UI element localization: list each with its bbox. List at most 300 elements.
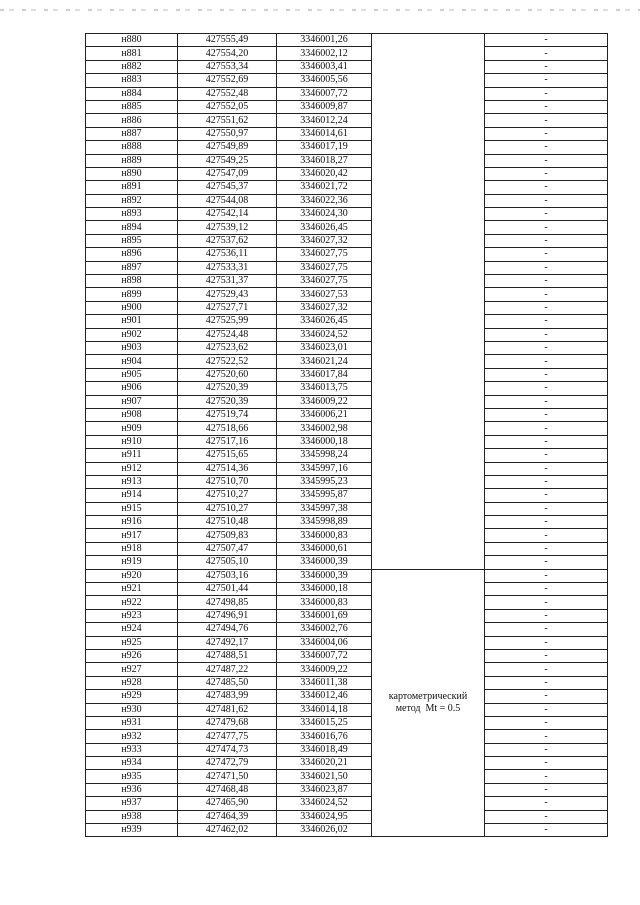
point-name-cell: н912: [86, 462, 178, 475]
table-row: [86, 556, 608, 569]
x-coordinate-cell: 427545,37: [178, 181, 277, 194]
y-coordinate-cell: 3346021,72: [277, 181, 372, 194]
table-row: [86, 435, 608, 448]
point-name-cell: н919: [86, 556, 178, 569]
y-coordinate-cell: 3345997,38: [277, 502, 372, 515]
dash-cell: -: [485, 301, 608, 314]
y-coordinate-cell: 3346027,75: [277, 261, 372, 274]
point-name-cell: н923: [86, 609, 178, 622]
y-coordinate-cell: 3346007,72: [277, 87, 372, 100]
table-row: [86, 234, 608, 247]
dash-cell: -: [485, 167, 608, 180]
x-coordinate-cell: 427550,97: [178, 127, 277, 140]
dash-cell: -: [485, 34, 608, 47]
y-coordinate-cell: 3346012,24: [277, 114, 372, 127]
x-coordinate-cell: 427514,36: [178, 462, 277, 475]
y-coordinate-cell: 3346013,75: [277, 382, 372, 395]
dash-cell: -: [485, 341, 608, 354]
point-name-cell: н886: [86, 114, 178, 127]
x-coordinate-cell: 427481,62: [178, 703, 277, 716]
dash-cell: -: [485, 208, 608, 221]
table-row: [86, 328, 608, 341]
x-coordinate-cell: 427464,39: [178, 810, 277, 823]
table-row: [86, 382, 608, 395]
method-line-2: метод Mt = 0.5: [395, 703, 461, 715]
dash-cell: -: [485, 449, 608, 462]
x-coordinate-cell: 427520,39: [178, 395, 277, 408]
x-coordinate-cell: 427501,44: [178, 583, 277, 596]
point-name-cell: н895: [86, 234, 178, 247]
point-name-cell: н931: [86, 716, 178, 729]
x-coordinate-cell: 427477,75: [178, 730, 277, 743]
dash-cell: -: [485, 100, 608, 113]
y-coordinate-cell: 3346017,84: [277, 368, 372, 381]
x-coordinate-cell: 427507,47: [178, 542, 277, 555]
dash-cell: -: [485, 716, 608, 729]
y-coordinate-cell: 3346000,83: [277, 596, 372, 609]
y-coordinate-cell: 3346024,30: [277, 208, 372, 221]
method-cell: [372, 569, 485, 837]
x-coordinate-cell: 427547,09: [178, 167, 277, 180]
table-row: [86, 462, 608, 475]
y-coordinate-cell: 3345997,16: [277, 462, 372, 475]
point-name-cell: н882: [86, 60, 178, 73]
x-coordinate-cell: 427551,62: [178, 114, 277, 127]
x-coordinate-cell: 427518,66: [178, 422, 277, 435]
point-name-cell: н881: [86, 47, 178, 60]
point-name-cell: н920: [86, 569, 178, 582]
y-coordinate-cell: 3346007,72: [277, 649, 372, 662]
table-row: [86, 395, 608, 408]
table-row: [86, 596, 608, 609]
table-row: [86, 47, 608, 60]
method-cell-empty: [372, 34, 485, 570]
x-coordinate-cell: 427553,34: [178, 60, 277, 73]
point-name-cell: н898: [86, 275, 178, 288]
table-row: [86, 167, 608, 180]
table-row: [86, 703, 608, 716]
point-name-cell: н934: [86, 757, 178, 770]
dash-cell: -: [485, 288, 608, 301]
table-row: [86, 770, 608, 783]
table-row: [86, 757, 608, 770]
x-coordinate-cell: 427487,22: [178, 663, 277, 676]
table-row: [86, 716, 608, 729]
table-row: [86, 114, 608, 127]
y-coordinate-cell: 3346021,24: [277, 355, 372, 368]
x-coordinate-cell: 427492,17: [178, 636, 277, 649]
x-coordinate-cell: 427544,08: [178, 194, 277, 207]
x-coordinate-cell: 427474,73: [178, 743, 277, 756]
x-coordinate-cell: 427520,60: [178, 368, 277, 381]
dash-cell: -: [485, 516, 608, 529]
dash-cell: -: [485, 690, 608, 703]
table-row: [86, 583, 608, 596]
x-coordinate-cell: 427510,70: [178, 475, 277, 488]
y-coordinate-cell: 3346023,01: [277, 341, 372, 354]
scan-artifact-line: [0, 9, 640, 11]
dash-cell: -: [485, 475, 608, 488]
dash-cell: -: [485, 355, 608, 368]
dash-cell: -: [485, 542, 608, 555]
table-row: [86, 34, 608, 47]
table-row: [86, 676, 608, 689]
table-row: [86, 475, 608, 488]
table-row: [86, 74, 608, 87]
x-coordinate-cell: 427523,62: [178, 341, 277, 354]
x-coordinate-cell: 427536,11: [178, 248, 277, 261]
dash-cell: -: [485, 408, 608, 421]
dash-cell: -: [485, 154, 608, 167]
x-coordinate-cell: 427525,99: [178, 315, 277, 328]
point-name-cell: н921: [86, 583, 178, 596]
y-coordinate-cell: 3346018,49: [277, 743, 372, 756]
dash-cell: -: [485, 810, 608, 823]
table-row: [86, 797, 608, 810]
table-row: [86, 288, 608, 301]
dash-cell: -: [485, 770, 608, 783]
y-coordinate-cell: 3346016,76: [277, 730, 372, 743]
point-name-cell: н887: [86, 127, 178, 140]
y-coordinate-cell: 3346009,87: [277, 100, 372, 113]
x-coordinate-cell: 427552,05: [178, 100, 277, 113]
y-coordinate-cell: 3345995,87: [277, 489, 372, 502]
dash-cell: -: [485, 395, 608, 408]
dash-cell: -: [485, 489, 608, 502]
y-coordinate-cell: 3346002,98: [277, 422, 372, 435]
dash-cell: -: [485, 623, 608, 636]
y-coordinate-cell: 3346027,32: [277, 301, 372, 314]
point-name-cell: н896: [86, 248, 178, 261]
dash-cell: -: [485, 529, 608, 542]
dash-cell: -: [485, 328, 608, 341]
table-row: [86, 542, 608, 555]
point-name-cell: н897: [86, 261, 178, 274]
point-name-cell: н936: [86, 783, 178, 796]
y-coordinate-cell: 3346021,50: [277, 770, 372, 783]
dash-cell: -: [485, 797, 608, 810]
dash-cell: -: [485, 275, 608, 288]
point-name-cell: н891: [86, 181, 178, 194]
point-name-cell: н928: [86, 676, 178, 689]
dash-cell: -: [485, 194, 608, 207]
x-coordinate-cell: 427465,90: [178, 797, 277, 810]
point-name-cell: н911: [86, 449, 178, 462]
x-coordinate-cell: 427485,50: [178, 676, 277, 689]
point-name-cell: н885: [86, 100, 178, 113]
dash-cell: -: [485, 221, 608, 234]
point-name-cell: н908: [86, 408, 178, 421]
x-coordinate-cell: 427527,71: [178, 301, 277, 314]
dash-cell: -: [485, 248, 608, 261]
point-name-cell: н889: [86, 154, 178, 167]
x-coordinate-cell: 427498,85: [178, 596, 277, 609]
y-coordinate-cell: 3346015,25: [277, 716, 372, 729]
table-row: [86, 408, 608, 421]
dash-cell: -: [485, 47, 608, 60]
table-row: [86, 100, 608, 113]
table-row: [86, 315, 608, 328]
y-coordinate-cell: 3346020,21: [277, 757, 372, 770]
y-coordinate-cell: 3346023,87: [277, 783, 372, 796]
point-name-cell: н918: [86, 542, 178, 555]
point-name-cell: н906: [86, 382, 178, 395]
point-name-cell: н901: [86, 315, 178, 328]
y-coordinate-cell: 3346026,02: [277, 824, 372, 837]
point-name-cell: н884: [86, 87, 178, 100]
y-coordinate-cell: 3346014,61: [277, 127, 372, 140]
y-coordinate-cell: 3346003,41: [277, 60, 372, 73]
dash-cell: -: [485, 636, 608, 649]
point-name-cell: н926: [86, 649, 178, 662]
y-coordinate-cell: 3346024,52: [277, 797, 372, 810]
table-row: [86, 368, 608, 381]
dash-cell: -: [485, 74, 608, 87]
dash-cell: -: [485, 676, 608, 689]
point-name-cell: н917: [86, 529, 178, 542]
point-name-cell: н927: [86, 663, 178, 676]
point-name-cell: н902: [86, 328, 178, 341]
y-coordinate-cell: 3346004,06: [277, 636, 372, 649]
point-name-cell: н932: [86, 730, 178, 743]
dash-cell: -: [485, 596, 608, 609]
table-row: [86, 609, 608, 622]
y-coordinate-cell: 3346027,75: [277, 248, 372, 261]
point-name-cell: н935: [86, 770, 178, 783]
table-row: [86, 730, 608, 743]
table-row: [86, 783, 608, 796]
dash-cell: -: [485, 743, 608, 756]
dash-cell: -: [485, 502, 608, 515]
point-name-cell: н909: [86, 422, 178, 435]
x-coordinate-cell: 427519,74: [178, 408, 277, 421]
x-coordinate-cell: 427479,68: [178, 716, 277, 729]
table-row: [86, 60, 608, 73]
table-row: [86, 516, 608, 529]
point-name-cell: н914: [86, 489, 178, 502]
dash-cell: -: [485, 783, 608, 796]
table-row: [86, 154, 608, 167]
y-coordinate-cell: 3346000,18: [277, 583, 372, 596]
x-coordinate-cell: 427531,37: [178, 275, 277, 288]
dash-cell: -: [485, 368, 608, 381]
point-name-cell: н907: [86, 395, 178, 408]
point-name-cell: н883: [86, 74, 178, 87]
point-name-cell: н939: [86, 824, 178, 837]
dash-cell: -: [485, 757, 608, 770]
table-row: [86, 87, 608, 100]
y-coordinate-cell: 3346014,18: [277, 703, 372, 716]
point-name-cell: н903: [86, 341, 178, 354]
point-name-cell: н892: [86, 194, 178, 207]
y-coordinate-cell: 3346009,22: [277, 395, 372, 408]
y-coordinate-cell: 3345995,23: [277, 475, 372, 488]
y-coordinate-cell: 3346024,95: [277, 810, 372, 823]
point-name-cell: н910: [86, 435, 178, 448]
x-coordinate-cell: 427529,43: [178, 288, 277, 301]
point-name-cell: н933: [86, 743, 178, 756]
x-coordinate-cell: 427503,16: [178, 569, 277, 582]
dash-cell: -: [485, 435, 608, 448]
x-coordinate-cell: 427510,27: [178, 502, 277, 515]
y-coordinate-cell: 3346024,52: [277, 328, 372, 341]
x-coordinate-cell: 427462,02: [178, 824, 277, 837]
table-row: [86, 810, 608, 823]
y-coordinate-cell: 3346011,38: [277, 676, 372, 689]
x-coordinate-cell: 427552,48: [178, 87, 277, 100]
y-coordinate-cell: 3346006,21: [277, 408, 372, 421]
y-coordinate-cell: 3346020,42: [277, 167, 372, 180]
y-coordinate-cell: 3346027,32: [277, 234, 372, 247]
point-name-cell: н924: [86, 623, 178, 636]
table-row: [86, 649, 608, 662]
table-row: [86, 449, 608, 462]
table-row: [86, 529, 608, 542]
y-coordinate-cell: 3346022,36: [277, 194, 372, 207]
y-coordinate-cell: 3346002,76: [277, 623, 372, 636]
x-coordinate-cell: 427483,99: [178, 690, 277, 703]
point-name-cell: н937: [86, 797, 178, 810]
x-coordinate-cell: 427520,39: [178, 382, 277, 395]
dash-cell: -: [485, 609, 608, 622]
point-name-cell: н913: [86, 475, 178, 488]
point-name-cell: н900: [86, 301, 178, 314]
x-coordinate-cell: 427517,16: [178, 435, 277, 448]
y-coordinate-cell: 3346027,53: [277, 288, 372, 301]
dash-cell: -: [485, 234, 608, 247]
point-name-cell: н894: [86, 221, 178, 234]
dash-cell: -: [485, 824, 608, 837]
x-coordinate-cell: 427554,20: [178, 47, 277, 60]
dash-cell: -: [485, 703, 608, 716]
point-name-cell: н888: [86, 141, 178, 154]
point-name-cell: н880: [86, 34, 178, 47]
x-coordinate-cell: 427472,79: [178, 757, 277, 770]
dash-cell: -: [485, 261, 608, 274]
x-coordinate-cell: 427515,65: [178, 449, 277, 462]
coordinates-table-body: [86, 34, 608, 837]
x-coordinate-cell: 427552,69: [178, 74, 277, 87]
point-name-cell: н915: [86, 502, 178, 515]
table-row: [86, 275, 608, 288]
x-coordinate-cell: 427549,25: [178, 154, 277, 167]
table-row: [86, 502, 608, 515]
y-coordinate-cell: 3346001,69: [277, 609, 372, 622]
dash-cell: -: [485, 181, 608, 194]
table-row: [86, 824, 608, 837]
table-row: [86, 181, 608, 194]
table-row: [86, 355, 608, 368]
point-name-cell: н904: [86, 355, 178, 368]
x-coordinate-cell: 427510,27: [178, 489, 277, 502]
table-row: [86, 422, 608, 435]
table-row: [86, 261, 608, 274]
table-row: [86, 194, 608, 207]
dash-cell: -: [485, 422, 608, 435]
y-coordinate-cell: 3345998,89: [277, 516, 372, 529]
x-coordinate-cell: 427533,31: [178, 261, 277, 274]
point-name-cell: н899: [86, 288, 178, 301]
y-coordinate-cell: 3346000,39: [277, 569, 372, 582]
table-row: [86, 301, 608, 314]
point-name-cell: н890: [86, 167, 178, 180]
y-coordinate-cell: 3346002,12: [277, 47, 372, 60]
y-coordinate-cell: 3346009,22: [277, 663, 372, 676]
x-coordinate-cell: 427494,76: [178, 623, 277, 636]
x-coordinate-cell: 427542,14: [178, 208, 277, 221]
dash-cell: -: [485, 127, 608, 140]
table-row: [86, 663, 608, 676]
y-coordinate-cell: 3346001,26: [277, 34, 372, 47]
y-coordinate-cell: 3346026,45: [277, 315, 372, 328]
x-coordinate-cell: 427471,50: [178, 770, 277, 783]
table-row: [86, 636, 608, 649]
point-name-cell: н905: [86, 368, 178, 381]
table-row: [86, 743, 608, 756]
dash-cell: -: [485, 462, 608, 475]
dash-cell: -: [485, 114, 608, 127]
x-coordinate-cell: 427510,48: [178, 516, 277, 529]
y-coordinate-cell: 3346017,19: [277, 141, 372, 154]
x-coordinate-cell: 427522,52: [178, 355, 277, 368]
dash-cell: -: [485, 730, 608, 743]
y-coordinate-cell: 3346000,39: [277, 556, 372, 569]
y-coordinate-cell: 3345998,24: [277, 449, 372, 462]
table-row: [86, 127, 608, 140]
dash-cell: -: [485, 315, 608, 328]
coordinates-table: [85, 33, 608, 837]
y-coordinate-cell: 3346012,46: [277, 690, 372, 703]
table-row: [86, 489, 608, 502]
method-line-1: картометрический: [388, 691, 468, 703]
y-coordinate-cell: 3346026,45: [277, 221, 372, 234]
table-row: [86, 221, 608, 234]
dash-cell: -: [485, 556, 608, 569]
point-name-cell: н929: [86, 690, 178, 703]
table-row: [86, 623, 608, 636]
point-name-cell: н922: [86, 596, 178, 609]
y-coordinate-cell: 3346000,18: [277, 435, 372, 448]
table-row: [86, 341, 608, 354]
x-coordinate-cell: 427505,10: [178, 556, 277, 569]
point-name-cell: н893: [86, 208, 178, 221]
table-row: [86, 690, 608, 703]
x-coordinate-cell: 427555,49: [178, 34, 277, 47]
dash-cell: -: [485, 141, 608, 154]
point-name-cell: н938: [86, 810, 178, 823]
dash-cell: -: [485, 649, 608, 662]
x-coordinate-cell: 427549,89: [178, 141, 277, 154]
x-coordinate-cell: 427509,83: [178, 529, 277, 542]
dash-cell: -: [485, 663, 608, 676]
table-row: [86, 208, 608, 221]
y-coordinate-cell: 3346000,83: [277, 529, 372, 542]
x-coordinate-cell: 427537,62: [178, 234, 277, 247]
y-coordinate-cell: 3346005,56: [277, 74, 372, 87]
dash-cell: -: [485, 569, 608, 582]
table-row: [86, 248, 608, 261]
dash-cell: -: [485, 382, 608, 395]
dash-cell: -: [485, 60, 608, 73]
x-coordinate-cell: 427496,91: [178, 609, 277, 622]
x-coordinate-cell: 427468,48: [178, 783, 277, 796]
point-name-cell: н916: [86, 516, 178, 529]
y-coordinate-cell: 3346018,27: [277, 154, 372, 167]
x-coordinate-cell: 427524,48: [178, 328, 277, 341]
dash-cell: -: [485, 583, 608, 596]
y-coordinate-cell: 3346027,75: [277, 275, 372, 288]
x-coordinate-cell: 427488,51: [178, 649, 277, 662]
